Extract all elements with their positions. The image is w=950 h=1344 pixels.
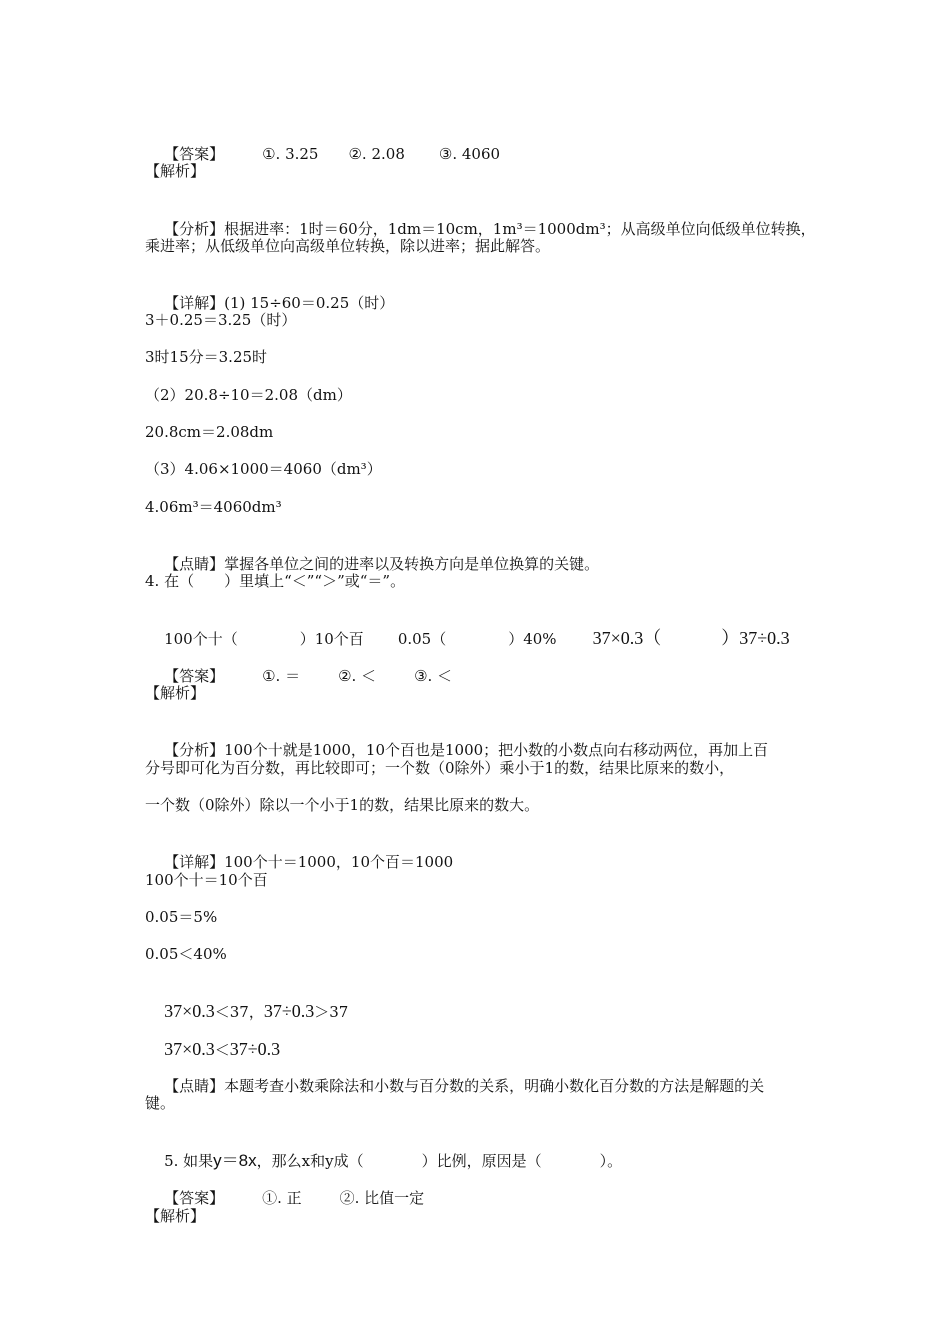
fenxi-tag: 【分析】 <box>164 220 225 238</box>
q3-step-4: （2）20.8÷10＝2.08（dm） <box>145 386 352 404</box>
answer-3: ③. 4060 <box>438 145 501 163</box>
q4-step-4: 0.05＜40% <box>145 945 227 963</box>
q5-formula: y＝8x <box>213 1151 257 1170</box>
q3-step-3: 3时15分＝3.25时 <box>145 348 268 366</box>
q4-step-2: 100个十＝10个百 <box>145 871 268 889</box>
q4-dianjing-line1 <box>145 1056 764 1116</box>
q5-prefix: 5. 如果 <box>164 1152 214 1170</box>
q3-step-6: （3）4.06×1000＝4060（dm³） <box>145 460 382 478</box>
compare-text-1: ＜37， <box>214 1003 264 1021</box>
answer-tag: 【答案】 <box>164 667 225 685</box>
expr-multiply: 37×0.3 <box>164 1039 215 1059</box>
xiangjie-text: 100个十＝1000，10个百＝1000 <box>224 853 454 871</box>
dianjing-text: 掌握各单位之间的进率以及转换方向是单位换算的关键。 <box>224 555 600 573</box>
q3-fenxi-line2: 乘进率；从低级单位向高级单位转换，除以进率；据此解答。 <box>145 237 551 255</box>
xiangjie-text: (1) 15÷60＝0.25（时） <box>224 294 395 312</box>
fenxi-tag: 【分析】 <box>164 741 225 759</box>
q3-step-5: 20.8cm＝2.08dm <box>145 423 274 441</box>
dianjing-tag: 【点睛】 <box>164 555 225 573</box>
answer-1: ①. 3.25 <box>262 145 319 163</box>
item3-right: ）37÷0.3 <box>721 628 790 648</box>
answer-2: ②. ＜ <box>338 667 377 685</box>
fenxi-text: 100个十就是1000，10个百也是1000；把小数的小数点向右移动两位，再加上百 <box>224 741 769 759</box>
q5-middle: ，那么x和y成（ <box>256 1152 364 1170</box>
item2-right: ）40% <box>508 630 557 648</box>
xiangjie-tag: 【详解】 <box>164 853 225 871</box>
item1-right: ）10个百 <box>299 630 364 648</box>
item3-left: 37×0.3（ <box>592 628 662 648</box>
q3-step-2: 3＋0.25＝3.25（时） <box>145 311 297 329</box>
answer-2: ②. 比值一定 <box>339 1189 425 1207</box>
q4-question: 4. 在（ ）里填上“＜”“＞”或“＝”。 <box>145 572 406 590</box>
expr-divide: 37÷0.3 <box>263 1001 315 1021</box>
q3-step-7: 4.06m³＝4060dm³ <box>145 498 282 516</box>
compare-text-2: ＞37 <box>314 1003 349 1021</box>
answer-2: ②. 2.08 <box>348 145 405 163</box>
fenxi-text: 根据进率：1时＝60分，1dm＝10cm，1m³＝1000dm³；从高级单位向低级单位转换， <box>224 220 816 238</box>
q5-after-blank2: ）。 <box>599 1152 623 1170</box>
q4-dianjing-line2: 键。 <box>145 1094 176 1112</box>
q4-step-3: 0.05＝5% <box>145 908 218 926</box>
q5-analysis-tag: 【解析】 <box>145 1207 206 1225</box>
answer-tag: 【答案】 <box>164 1189 225 1207</box>
q3-analysis-tag: 【解析】 <box>145 162 206 180</box>
answer-1: ①. 正 <box>262 1189 302 1207</box>
answer-tag: 【答案】 <box>164 145 225 163</box>
q4-fenxi-line3: 一个数（0除外）除以一个小于1的数，结果比原来的数大。 <box>145 796 540 814</box>
xiangjie-tag: 【详解】 <box>164 294 225 312</box>
answer-3: ③. ＜ <box>414 667 453 685</box>
q4-analysis-tag: 【解析】 <box>145 684 206 702</box>
less-than-sign: ＜ <box>214 1041 230 1059</box>
dianjing-tag: 【点睛】 <box>164 1077 225 1095</box>
dianjing-text: 本题考查小数乘除法和小数与百分数的关系，明确小数化百分数的方法是解题的关 <box>224 1077 765 1095</box>
item2-left: 0.05（ <box>397 630 447 648</box>
q4-fenxi-line2: 分号即可化为百分数，再比较即可；一个数（0除外）乘小于1的数，结果比原来的数小， <box>145 759 735 777</box>
answer-1: ①. ＝ <box>262 667 301 685</box>
q5-after-blank1: ）比例，原因是（ <box>421 1152 542 1170</box>
expr-divide: 37÷0.3 <box>229 1039 281 1059</box>
item1-left: 100个十（ <box>164 630 238 648</box>
expr-multiply: 37×0.3 <box>164 1001 215 1021</box>
